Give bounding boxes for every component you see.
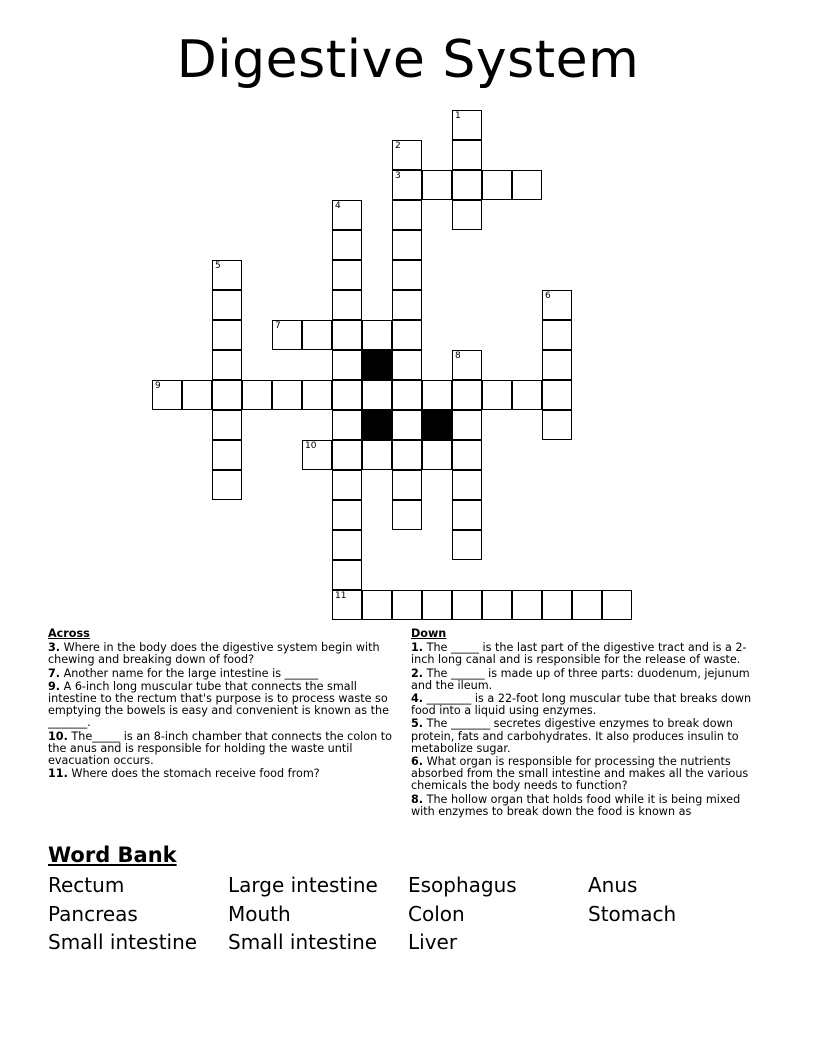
grid-cell[interactable]	[452, 590, 482, 620]
grid-cell[interactable]	[392, 410, 422, 440]
grid-cell[interactable]	[212, 260, 242, 290]
grid-cell[interactable]	[602, 590, 632, 620]
grid-cell[interactable]	[392, 230, 422, 260]
down-clue-4	[411, 693, 761, 717]
clue-number-label: 9	[155, 381, 161, 391]
down-clue-1	[411, 642, 761, 666]
word-bank-word: Colon	[408, 902, 465, 926]
clue-number-label: 3	[395, 171, 401, 181]
grid-cell[interactable]	[572, 590, 602, 620]
grid-cell[interactable]	[392, 500, 422, 530]
word-bank-word: Rectum	[48, 873, 125, 897]
grid-cell[interactable]	[542, 290, 572, 320]
clue-number: 9.	[48, 679, 61, 693]
clue-number: 6.	[411, 755, 424, 769]
grid-cell[interactable]	[392, 590, 422, 620]
clue-text: Another name for the large intestine is ______	[63, 666, 319, 680]
clue-number-label: 6	[545, 291, 551, 301]
grid-cell[interactable]	[332, 410, 362, 440]
clue-text: The _____ is the last part of the digestive tract and is a 2-inch long canal and is responsible for the release of waste.	[411, 641, 747, 667]
grid-cell[interactable]	[212, 320, 242, 350]
word-bank-word: Small intestine	[228, 930, 378, 954]
grid-cell[interactable]	[362, 320, 392, 350]
grid-cell[interactable]	[422, 170, 452, 200]
clue-number-label: 1	[455, 111, 461, 121]
grid-cell[interactable]	[422, 590, 452, 620]
puzzle-title: Digestive System	[176, 30, 640, 90]
blocked-cell	[362, 350, 392, 380]
grid-cell[interactable]	[392, 350, 422, 380]
grid-cell[interactable]	[302, 320, 332, 350]
grid-cell[interactable]	[332, 260, 362, 290]
grid-cell[interactable]	[392, 200, 422, 230]
grid-cell[interactable]	[542, 410, 572, 440]
grid-cell[interactable]	[392, 140, 422, 170]
grid-cell[interactable]	[452, 170, 482, 200]
grid-cell[interactable]	[452, 410, 482, 440]
grid-cell[interactable]	[212, 350, 242, 380]
grid-cell[interactable]	[272, 380, 302, 410]
grid-cell[interactable]	[392, 260, 422, 290]
across-clue-11	[48, 768, 406, 780]
word-bank-word: Pancreas	[48, 902, 138, 926]
grid-cell[interactable]	[332, 290, 362, 320]
grid-cell[interactable]	[452, 500, 482, 530]
grid-cell[interactable]	[332, 440, 362, 470]
grid-cell[interactable]	[332, 590, 362, 620]
grid-cell[interactable]	[512, 380, 542, 410]
clue-number: 8.	[411, 792, 424, 806]
grid-cell[interactable]	[452, 200, 482, 230]
grid-cell[interactable]	[332, 380, 362, 410]
grid-cell[interactable]	[182, 380, 212, 410]
across-clue-9	[48, 681, 406, 730]
clue-number-label: 10	[305, 441, 317, 451]
clue-text: ________ is a 22-foot long muscular tube that breaks down food into a liquid using enzymes.	[411, 692, 752, 718]
word-bank-word: Large intestine	[228, 873, 378, 897]
grid-cell[interactable]	[452, 470, 482, 500]
clue-text: The hollow organ that holds food while it is being mixed with enzymes to break down the food is known as	[411, 792, 741, 818]
grid-cell[interactable]	[482, 170, 512, 200]
down-clue-5	[411, 718, 761, 755]
grid-cell[interactable]	[332, 560, 362, 590]
clue-number-label: 4	[335, 201, 341, 211]
grid-cell[interactable]	[332, 470, 362, 500]
clue-text: The_____ is an 8-inch chamber that connects the colon to the anus and is responsible for holding the waste until evacuation occurs.	[48, 729, 393, 768]
clue-number: 11.	[48, 767, 68, 781]
grid-cell[interactable]	[362, 380, 392, 410]
down-clue-6	[411, 756, 761, 793]
word-bank-word: Esophagus	[408, 873, 517, 897]
grid-cell[interactable]	[332, 200, 362, 230]
clue-text: Where in the body does the digestive system begin with chewing and breaking down of food?	[48, 641, 380, 667]
grid-cell[interactable]	[422, 440, 452, 470]
grid-cell[interactable]	[242, 380, 272, 410]
word-bank-word: Stomach	[588, 902, 677, 926]
clue-text: Where does the stomach receive food from?	[71, 767, 320, 781]
across-clue-10	[48, 731, 406, 768]
clue-number: 5.	[411, 717, 424, 731]
grid-cell[interactable]	[392, 320, 422, 350]
down-clue-8	[411, 794, 761, 818]
clue-number: 3.	[48, 641, 61, 655]
grid-cell[interactable]	[212, 380, 242, 410]
grid-cell[interactable]	[452, 530, 482, 560]
grid-cell[interactable]	[332, 350, 362, 380]
clue-number-label: 8	[455, 351, 461, 361]
grid-cell[interactable]	[212, 440, 242, 470]
grid-cell[interactable]	[302, 380, 332, 410]
clue-number: 7.	[48, 666, 61, 680]
grid-cell[interactable]	[272, 320, 302, 350]
grid-cell[interactable]	[452, 110, 482, 140]
clue-text: The ______ is made up of three parts: duodenum, jejunum and the ileum.	[411, 666, 750, 692]
clue-text: What organ is responsible for processing the nutrients absorbed from the small intestine and makes all the various chemicals the body needs to function?	[411, 755, 749, 793]
grid-cell[interactable]	[452, 140, 482, 170]
grid-cell[interactable]	[422, 380, 452, 410]
clue-number-label: 7	[275, 321, 281, 331]
grid-cell[interactable]	[392, 170, 422, 200]
across-clues	[48, 628, 406, 781]
grid-cell[interactable]	[452, 350, 482, 380]
word-bank-word: Liver	[408, 930, 458, 954]
blocked-cell	[362, 410, 392, 440]
clue-number-label: 2	[395, 141, 401, 151]
down-clue-2	[411, 668, 761, 692]
grid-cell[interactable]	[362, 590, 392, 620]
clue-number-label: 5	[215, 261, 221, 271]
clue-text: The _______ secretes digestive enzymes to break down protein, fats and carbohydrates. It also produces insulin to metabolize sugar.	[411, 717, 739, 755]
grid-cell[interactable]	[212, 410, 242, 440]
blocked-cell	[422, 410, 452, 440]
across-header: Across	[48, 627, 90, 640]
word-bank-word: Mouth	[228, 902, 291, 926]
grid-cell[interactable]	[302, 440, 332, 470]
down-header: Down	[411, 627, 447, 640]
grid-cell[interactable]	[332, 320, 362, 350]
grid-cell[interactable]	[542, 590, 572, 620]
down-clues	[411, 628, 761, 819]
clue-number: 4.	[411, 692, 424, 706]
grid-cell[interactable]	[362, 440, 392, 470]
grid-cell[interactable]	[452, 380, 482, 410]
across-clue-3	[48, 642, 406, 666]
grid-cell[interactable]	[332, 500, 362, 530]
grid-cell[interactable]	[332, 530, 362, 560]
clue-number: 2.	[411, 666, 424, 680]
grid-cell[interactable]	[482, 590, 512, 620]
grid-cell[interactable]	[542, 380, 572, 410]
grid-cell[interactable]	[392, 440, 422, 470]
clue-text: A 6-inch long muscular tube that connects the small intestine to the rectum that's purpose is to process waste so emptying the bowels is easy and convenient is known as the _______.	[48, 679, 389, 730]
grid-cell[interactable]	[332, 230, 362, 260]
grid-cell[interactable]	[512, 170, 542, 200]
grid-cell[interactable]	[542, 320, 572, 350]
word-bank-title: Word Bank	[48, 843, 177, 867]
grid-cell[interactable]	[392, 290, 422, 320]
grid-cell[interactable]	[482, 380, 512, 410]
grid-cell[interactable]	[212, 290, 242, 320]
across-clue-7	[48, 668, 406, 680]
grid-cell[interactable]	[392, 470, 422, 500]
word-bank-word: Small intestine	[48, 930, 198, 954]
clue-number: 10.	[48, 729, 68, 743]
grid-cell[interactable]	[542, 350, 572, 380]
clue-number: 1.	[411, 641, 424, 655]
grid-cell[interactable]	[452, 440, 482, 470]
grid-cell[interactable]	[212, 470, 242, 500]
grid-cell[interactable]	[152, 380, 182, 410]
word-bank-word: Anus	[588, 873, 638, 897]
grid-cell[interactable]	[392, 380, 422, 410]
clue-number-label: 11	[335, 591, 347, 601]
grid-cell[interactable]	[512, 590, 542, 620]
